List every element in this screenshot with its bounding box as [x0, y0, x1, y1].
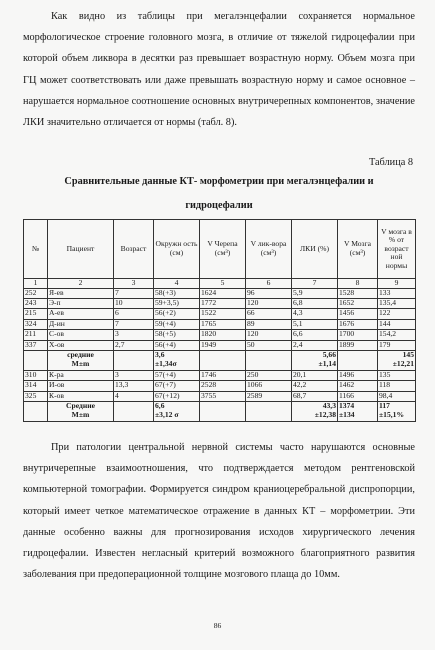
avg-lki	[292, 350, 338, 370]
table-body-group1	[24, 288, 416, 350]
table-cell: 1949	[200, 340, 246, 350]
header-cell: V мозга в % от возраст ной нормы	[378, 220, 416, 279]
avg-value: 43,3	[322, 401, 336, 411]
header-cell: Возраст	[114, 220, 154, 279]
table-cell: 1652	[338, 298, 378, 308]
avg-value: ±1,34σ	[155, 358, 177, 368]
table-cell: 6	[114, 309, 154, 319]
table-cell: 1676	[338, 319, 378, 329]
paragraph-intro: Как видно из таблицы при мегалэнцефалии сохраняется нормальное морфологическое строение головного мозга, в отличие от тяжелой гидроцефалии при которой объем ликвора в десятки раз превышает возрастную норму. Объем мозга при ГЦ может соответствовать или даже превышать возрастную норму и самое основное – нарушается нормальное соотношение основных внутричерепных компонентов, значение ЛКИ значительно отличается от нормы (табл. 8).	[23, 11, 415, 129]
table-cell: Э-п	[48, 298, 114, 308]
table-title-line1: Сравнительные данные КТ- морфометрии при мегалэнцефалии и	[64, 176, 374, 187]
table-label: Таблица 8	[368, 157, 413, 168]
table-cell: 20,1	[292, 370, 338, 380]
table-cell: 1456	[338, 309, 378, 319]
table-cell: К-ов	[48, 391, 114, 401]
table-cell: 133	[378, 288, 416, 298]
table-cell: 118	[378, 381, 416, 391]
avg-value: ±1,14	[318, 358, 336, 368]
column-number: 2	[48, 279, 114, 289]
table-cell: 67(+7)	[154, 381, 200, 391]
avg-value: 3,6	[155, 349, 165, 359]
table-cell: 1522	[200, 309, 246, 319]
column-number-row	[24, 279, 416, 289]
table-cell: 59+3,5)	[154, 298, 200, 308]
table-row	[24, 288, 416, 298]
paragraph-ct-discussion: При патологии центральной нервной системы часто нарушаются основные внутричерепные взаимоотношения, что подтверждается методом рентгеновской компьютерной томографии. Формируется синдром краниоцеребральной диспропорции, который имеет четкое математическое отражение в данных КТ – морфометрии. Эти данные особенно важны для прогнозирования исходов хирургического лечения гидроцефалии. Известен негласный критерий возможного благоприятного развития заболевания при предоперационной толщине мозгового плаща до 10мм.	[23, 442, 415, 581]
table-cell: 1496	[338, 370, 378, 380]
table-cell: 68,7	[292, 391, 338, 401]
table-cell: 179	[378, 340, 416, 350]
table-cell: 144	[378, 319, 416, 329]
table-cell: 215	[24, 309, 48, 319]
table-cell	[24, 350, 48, 370]
table-title-line2: гидроцефалии	[185, 200, 253, 211]
table-cell: 2589	[246, 391, 292, 401]
table-cell: 56(+4)	[154, 340, 200, 350]
table-row	[24, 370, 416, 380]
avg-label	[48, 350, 114, 370]
table-cell: 250	[246, 370, 292, 380]
table-cell: 120	[246, 330, 292, 340]
table-cell: 120	[246, 298, 292, 308]
table-cell: С-ов	[48, 330, 114, 340]
avg-label-2: M±m	[71, 358, 90, 368]
table-cell: 3	[114, 330, 154, 340]
table-cell: Я-ев	[48, 288, 114, 298]
table-cell: 6,6	[292, 330, 338, 340]
table-cell: 1066	[246, 381, 292, 391]
table-cell: 135	[378, 370, 416, 380]
table-row	[24, 309, 416, 319]
table-cell: 66	[246, 309, 292, 319]
column-number: 6	[246, 279, 292, 289]
table-cell: 3755	[200, 391, 246, 401]
column-number: 5	[200, 279, 246, 289]
avg-brain-pct	[378, 350, 416, 370]
table-cell: 310	[24, 370, 48, 380]
table-cell: 325	[24, 391, 48, 401]
table-cell: Х-ов	[48, 340, 114, 350]
table-cell: 211	[24, 330, 48, 340]
avg-brain-volume	[338, 402, 378, 422]
table-cell: 56(+2)	[154, 309, 200, 319]
table-cell: 1462	[338, 381, 378, 391]
column-number: 8	[338, 279, 378, 289]
column-number: 1	[24, 279, 48, 289]
morphometry-table	[23, 219, 416, 422]
table-cell: 7	[114, 288, 154, 298]
avg-value: ±12,21	[392, 358, 414, 368]
table-cell: К-ра	[48, 370, 114, 380]
header-cell: V Черепа (см³)	[200, 220, 246, 279]
table-cell: 314	[24, 381, 48, 391]
table-cell: 252	[24, 288, 48, 298]
avg-value: 5,66	[322, 349, 336, 359]
table-cell: И-ов	[48, 381, 114, 391]
page-number: 86	[213, 621, 222, 630]
table-cell: Д-ин	[48, 319, 114, 329]
table-cell: 337	[24, 340, 48, 350]
table-cell: А-ев	[48, 309, 114, 319]
avg-value: ±134	[339, 409, 355, 419]
header-cell: Окружн ость (см)	[154, 220, 200, 279]
table-cell: 1820	[200, 330, 246, 340]
table-row	[24, 298, 416, 308]
header-cell: ЛКИ (%)	[292, 220, 338, 279]
column-number: 3	[114, 279, 154, 289]
table-cell: 58(+5)	[154, 330, 200, 340]
table-header-row	[24, 220, 416, 279]
header-cell: V Мозга (см³)	[338, 220, 378, 279]
table-row	[24, 381, 416, 391]
table-cell: 1700	[338, 330, 378, 340]
table-cell: 2528	[200, 381, 246, 391]
avg-label-1: средние	[67, 349, 94, 359]
table-cell: 4	[114, 391, 154, 401]
table-cell	[24, 402, 48, 422]
column-number: 7	[292, 279, 338, 289]
avg-value: ±12,38	[314, 409, 336, 419]
table-cell: 6,8	[292, 298, 338, 308]
avg-label-1: Средние	[66, 401, 95, 411]
table-row	[24, 391, 416, 401]
table-avg-group2	[24, 402, 416, 422]
table-cell: 13,3	[114, 381, 154, 391]
header-cell: Пациент	[48, 220, 114, 279]
table-cell: 2,7	[114, 340, 154, 350]
table-cell: 1528	[338, 288, 378, 298]
table-cell: 7	[114, 319, 154, 329]
column-number: 4	[154, 279, 200, 289]
avg-value: 145	[402, 349, 414, 359]
table-cell: 50	[246, 340, 292, 350]
avg-value: 1374	[339, 401, 355, 411]
table-body-group2	[24, 370, 416, 401]
table-avg-row	[24, 402, 416, 422]
table-cell	[200, 402, 246, 422]
table-cell: 89	[246, 319, 292, 329]
table-avg-row	[24, 350, 416, 370]
table-cell: 1746	[200, 370, 246, 380]
table-cell: 10	[114, 298, 154, 308]
table-cell: 3	[114, 370, 154, 380]
table-title	[23, 170, 415, 218]
avg-value: ±3,12 σ	[155, 409, 179, 419]
table-row	[24, 319, 416, 329]
avg-value: 6,6	[155, 401, 165, 411]
avg-circumference	[154, 402, 200, 422]
table-row	[24, 330, 416, 340]
table-cell: 96	[246, 288, 292, 298]
column-number: 9	[378, 279, 416, 289]
avg-lki	[292, 402, 338, 422]
table-cell: 135,4	[378, 298, 416, 308]
header-cell: №	[24, 220, 48, 279]
table-cell: 58(+3)	[154, 288, 200, 298]
table-cell: 4,3	[292, 309, 338, 319]
table-cell: 324	[24, 319, 48, 329]
table-cell: 42,2	[292, 381, 338, 391]
table-cell: 5,9	[292, 288, 338, 298]
table-cell	[338, 350, 378, 370]
avg-label	[48, 402, 114, 422]
table-cell: 1899	[338, 340, 378, 350]
table-cell: 2,4	[292, 340, 338, 350]
avg-value: 117	[379, 401, 390, 411]
table-cell	[114, 402, 154, 422]
avg-circumference	[154, 350, 200, 370]
table-cell: 1166	[338, 391, 378, 401]
table-cell: 1765	[200, 319, 246, 329]
table-cell: 5,1	[292, 319, 338, 329]
table-cell: 154,2	[378, 330, 416, 340]
table-cell	[200, 350, 246, 370]
table-cell	[246, 350, 292, 370]
table-cell: 98,4	[378, 391, 416, 401]
avg-brain-pct	[378, 402, 416, 422]
table-cell: 59(+4)	[154, 319, 200, 329]
table-cell: 243	[24, 298, 48, 308]
table-cell: 122	[378, 309, 416, 319]
table-cell: 67(+12)	[154, 391, 200, 401]
header-cell: V лик-вора (см³)	[246, 220, 292, 279]
table-row	[24, 340, 416, 350]
table-cell	[114, 350, 154, 370]
table-cell: 1624	[200, 288, 246, 298]
table-cell	[246, 402, 292, 422]
table-avg-group1	[24, 350, 416, 370]
avg-label-2: M±m	[71, 409, 90, 419]
table-cell: 57(+4)	[154, 370, 200, 380]
table-cell: 1772	[200, 298, 246, 308]
avg-value: ±15,1%	[379, 409, 405, 419]
